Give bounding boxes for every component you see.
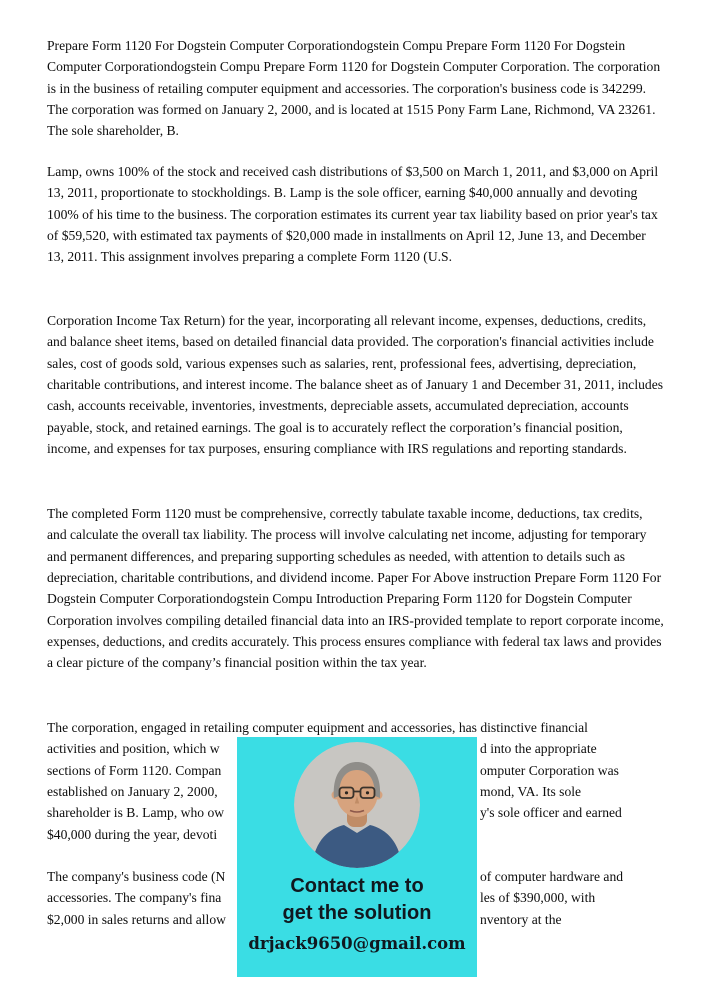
text-fragment-right: mond, VA. Its sole [480, 784, 582, 800]
paragraph-3: Corporation Income Tax Return) for the year, incorporating all relevant income, expenses, deductions, credits, and balance sheet items, based on detailed financial data provided. The corporation's financial activities include sales, cost of goods sold, various expenses such as salaries, rent, professional fees, advertising, depreciation, charitable contributions, and interest income. The balance sheet as of January 1 and December 31, 2011, includes cash, accounts receivable, inventories, investments, depreciable assets, accumulated depreciation, accounts payable, stock, and retained earnings. The goal is to accurately reflect the corporation’s financial position, income, and expenses for tax purposes, ensuring compliance with IRS regulations and reporting standards. [47, 313, 664, 457]
contact-heading-line1: Contact me to [290, 875, 424, 897]
paragraph-4: The completed Form 1120 must be comprehensive, correctly tabulate taxable income, deductions, tax credits, and calculate the overall tax liability. The process will involve calculating net income, adjusting for temporary and permanent differences, and preparing supporting schedules as needed, with attention to details such as depreciation, charitable contributions, and dividend income. Paper For Above instruction Prepare Form 1120 For Dogstein Computer Corporationdogstein Compu Introduction Preparing Form 1120 for Dogstein Computer Corporation involves compiling detailed financial data into an IRS-provided template to report corporate income, expenses, deductions, and credits accurately. This process ensures compliance with federal tax laws and provides a clear picture of the company’s financial position within the tax year. [47, 506, 664, 671]
text-fragment-right: nventory at the [480, 911, 562, 927]
portrait-icon [294, 742, 420, 868]
contact-email: drjack9650@gmail.com [248, 934, 466, 953]
text-fragment-left: The company's business code (N [47, 869, 226, 884]
text-fragment-left: established on January 2, 2000, [47, 784, 218, 800]
text-fragment-left: $2,000 in sales returns and allow [47, 911, 226, 927]
text-fragment-left: activities and position, which w [47, 741, 220, 757]
text-fragment-left: sections of Form 1120. Compan [47, 762, 222, 778]
text-fragment-left: accessories. The company's fina [47, 890, 222, 906]
paragraph-2: Lamp, owns 100% of the stock and received cash distributions of $3,500 on March 1, 2011, and $3,000 on April 13, 2011, proportionate to stockholdings. B. Lamp is the sole officer, earning $40,000 annually and devoting 100% of his time to the business. The corporation estimates its current year tax liability based on prior year's tax of $59,520, with estimated tax payments of $20,000 made in installments on April 12, June 13, and December 13, 2011. This assignment involves preparing a complete Form 1120 (U.S. [47, 164, 659, 265]
text-fragment-right: omputer Corporation was [480, 762, 619, 778]
avatar [294, 742, 420, 868]
text-fragment-left: shareholder is B. Lamp, who ow [47, 805, 225, 821]
contact-heading-line2: get the solution [282, 902, 432, 924]
text-fragment-left: The corporation, engaged in retailing computer equipment and accessories, has distinctive financial [47, 720, 588, 735]
text-fragment-right: les of $390,000, with [480, 890, 596, 906]
contact-overlay [237, 737, 477, 977]
text-fragment-right: y's sole officer and earned [480, 805, 622, 821]
text-fragment-right: of computer hardware and [480, 869, 624, 884]
paragraph-1: Prepare Form 1120 For Dogstein Computer Corporationdogstein Compu Prepare Form 1120 For Dogstein Computer Corporationdogstein Compu Prepare Form 1120 for Dogstein Computer Corporation. The corporation is in the business of retailing computer equipment and accessories. The corporation's business code is 342299. The corporation was formed on January 2, 2000, and is located at 1515 Pony Farm Lane, Richmond, VA 23261. The sole shareholder, B. [47, 38, 661, 139]
text-line [47, 717, 664, 738]
text-fragment-right: d into the appropriate [480, 741, 597, 757]
text-fragment-left: $40,000 during the year, devoti [47, 826, 218, 842]
